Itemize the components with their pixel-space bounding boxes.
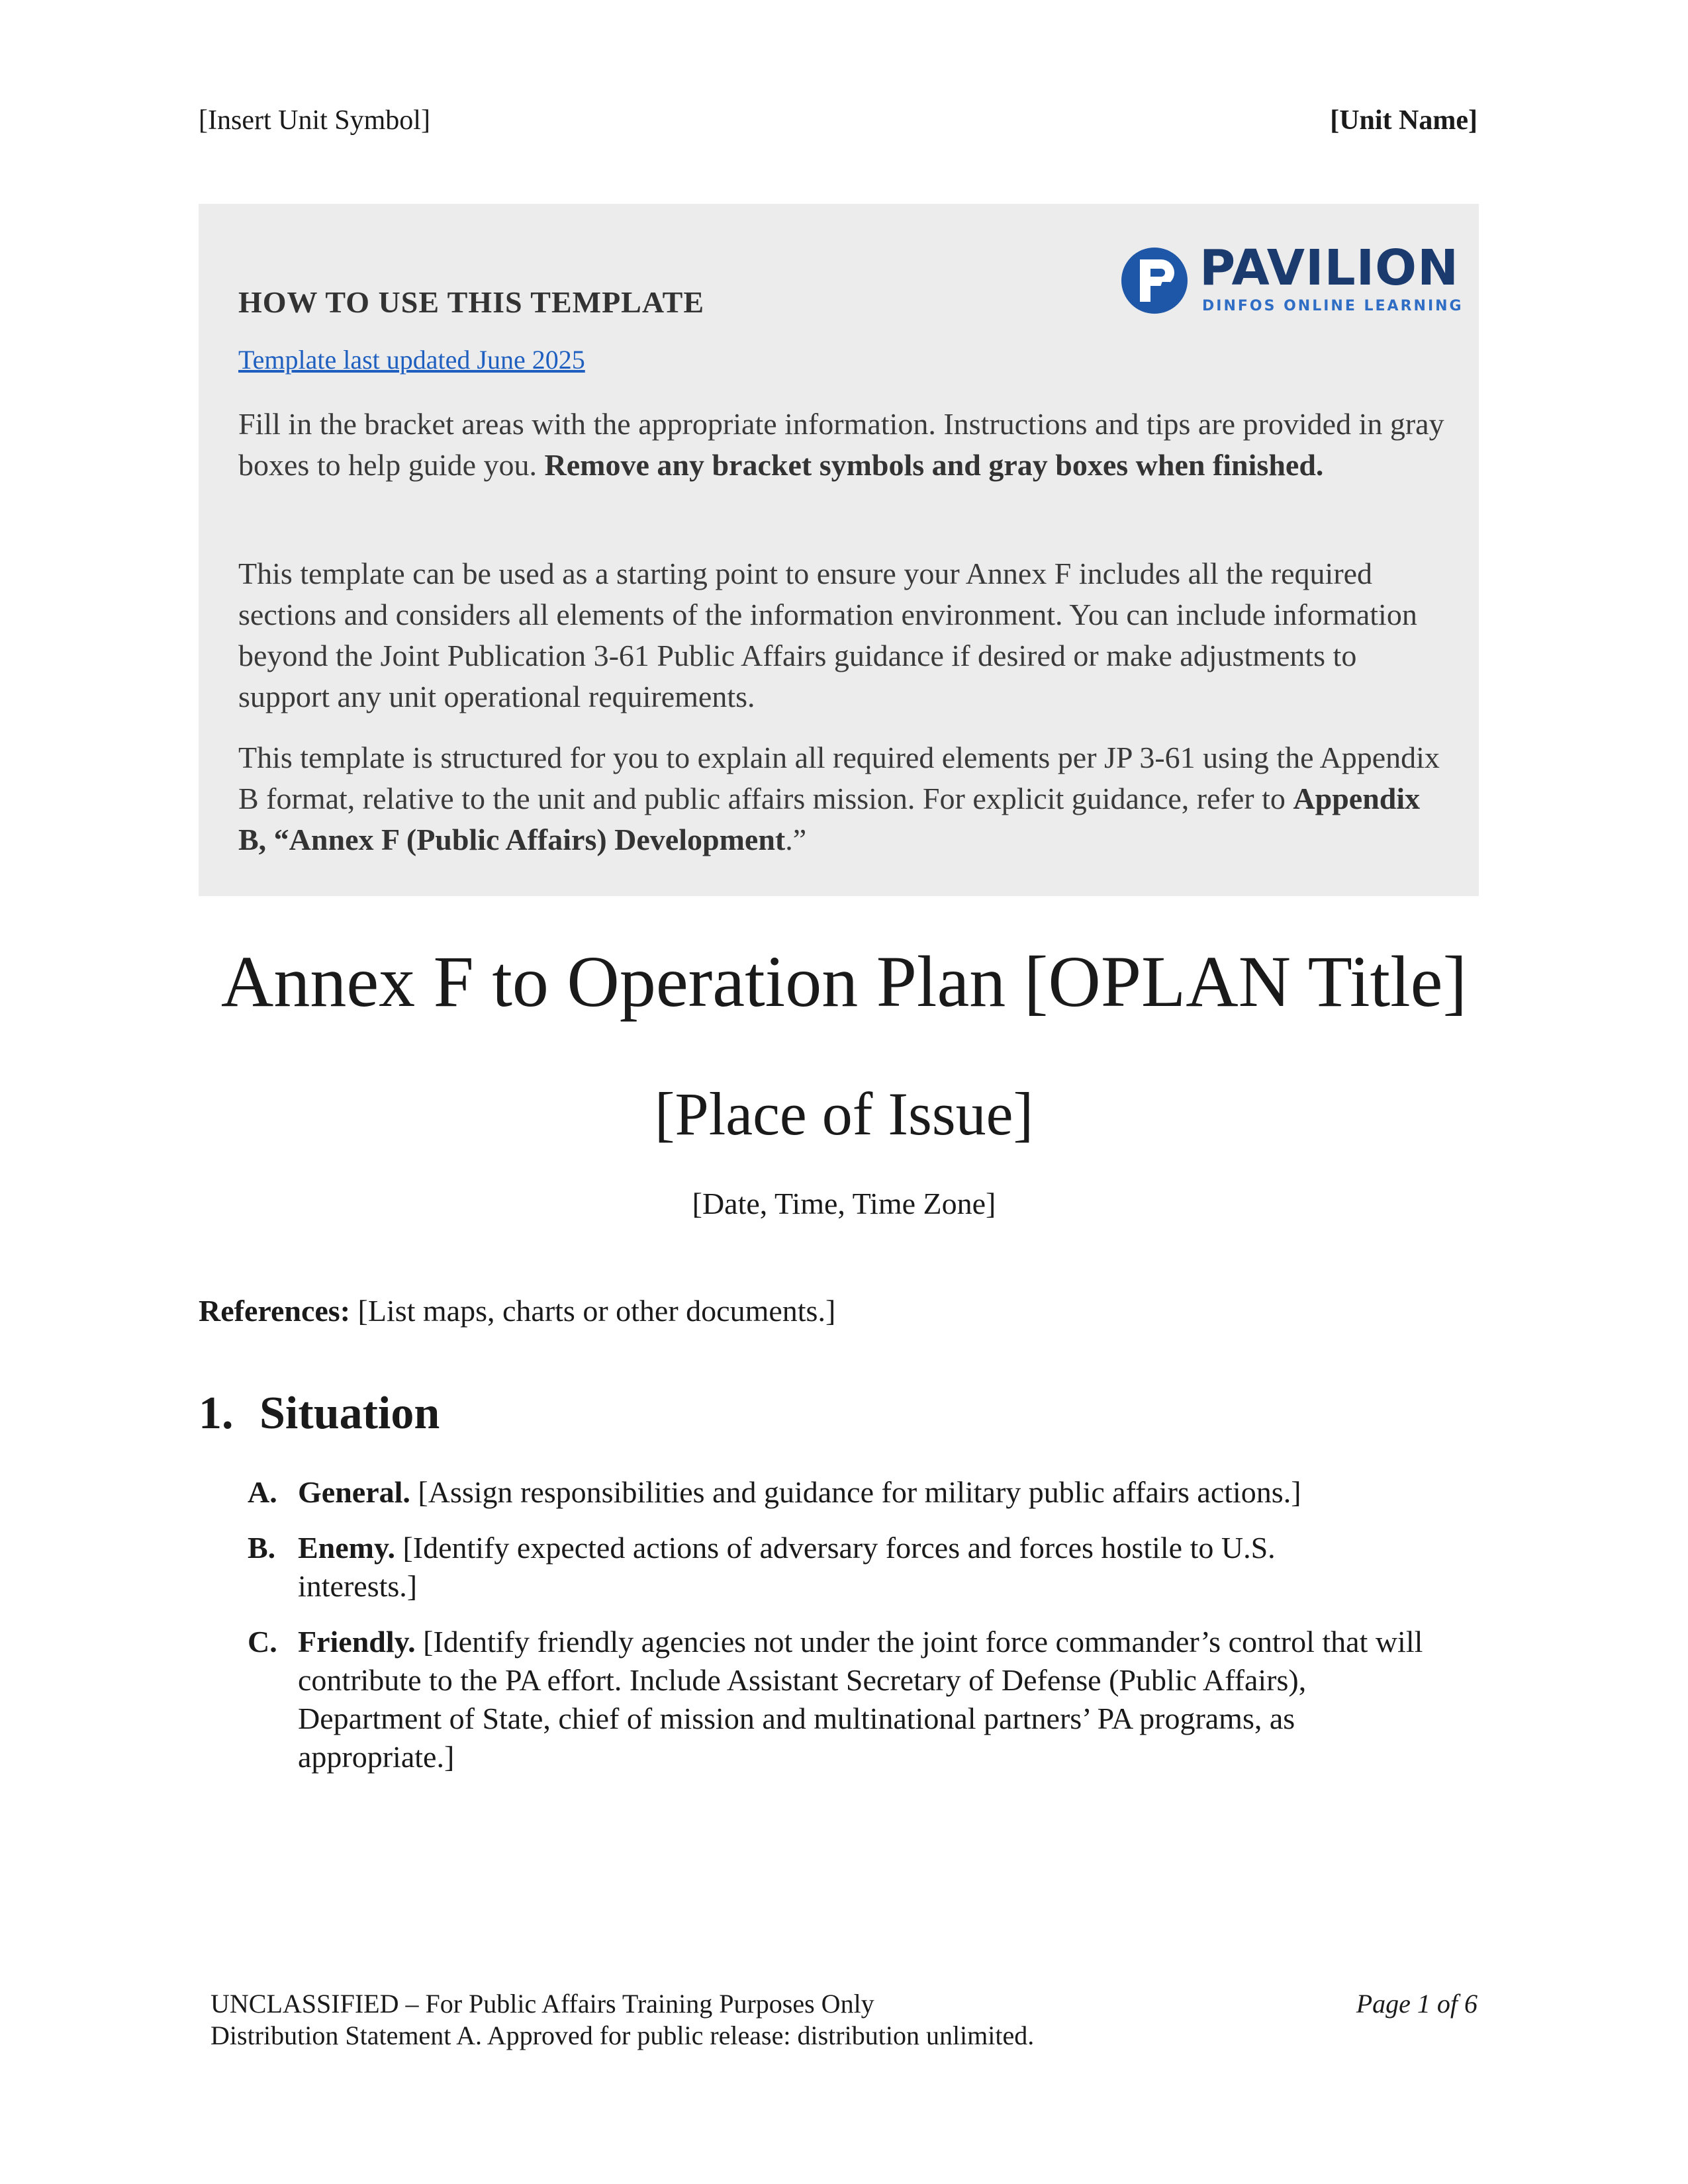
logo-tagline: DINFOS ONLINE LEARNING — [1202, 298, 1464, 314]
footer-classification: UNCLASSIFIED – For Public Affairs Training Purposes Only — [211, 1989, 874, 2019]
section-heading-situation: 1. Situation — [199, 1388, 440, 1439]
date-time-zone: [Date, Time, Time Zone] — [692, 1187, 996, 1220]
pavilion-logo — [1121, 240, 1464, 316]
header-unit-symbol: [Insert Unit Symbol] — [199, 105, 430, 136]
references-line: References: [List maps, charts or other documents.] — [199, 1294, 836, 1328]
place-of-issue: [Place of Issue] — [654, 1080, 1034, 1148]
footer-page-number: Page 1 of 6 — [1356, 1989, 1477, 2019]
pavilion-logo-icon — [1121, 248, 1188, 314]
guide-paragraph-1: Fill in the bracket areas with the appropriate information. Instructions and tips are provided in gray boxes to help guide you. Remove any bracket symbols and gray boxes when finished. — [238, 407, 1444, 482]
template-updated-link[interactable]: Template last updated June 2025 — [238, 345, 585, 375]
header-unit-name: [Unit Name] — [1330, 105, 1477, 136]
guide-paragraph-3: This template is structured for you to explain all required elements per JP 3-61 using the Appendix B format, relative to the unit and public affairs mission. For explicit guidance, refer to Appendix B, “Annex F (Public Affairs) Development.” — [238, 741, 1440, 856]
logo-brand: PAVILION — [1199, 240, 1460, 296]
list-item-friendly: C. Friendly. [Identify friendly agencies not under the joint force commander’s control that will contribute to the PA effort. Include Assistant Secretary of Defense (Public Affairs), Department of State, chief of mission and multinational partners’ PA programs, as appropriate.] — [248, 1625, 1423, 1774]
guide-paragraph-2: This template can be used as a starting point to ensure your Annex F includes all the required sections and considers all elements of the information environment. You can include information beyond the Joint Publication 3-61 Public Affairs guidance if desired or make adjustments to support any unit operational requirements. — [238, 557, 1417, 713]
footer-distribution: Distribution Statement A. Approved for public release: distribution unlimited. — [211, 2021, 1035, 2050]
list-item-enemy: B. Enemy. [Identify expected actions of adversary forces and forces hostile to U.S. interests.] — [248, 1531, 1276, 1603]
guide-title: HOW TO USE THIS TEMPLATE — [238, 285, 705, 319]
list-item-general: A. General. [Assign responsibilities and guidance for military public affairs actions.] — [248, 1475, 1301, 1509]
document-title: Annex F to Operation Plan [OPLAN Title] — [220, 941, 1468, 1022]
template-guide-box — [199, 204, 1479, 896]
